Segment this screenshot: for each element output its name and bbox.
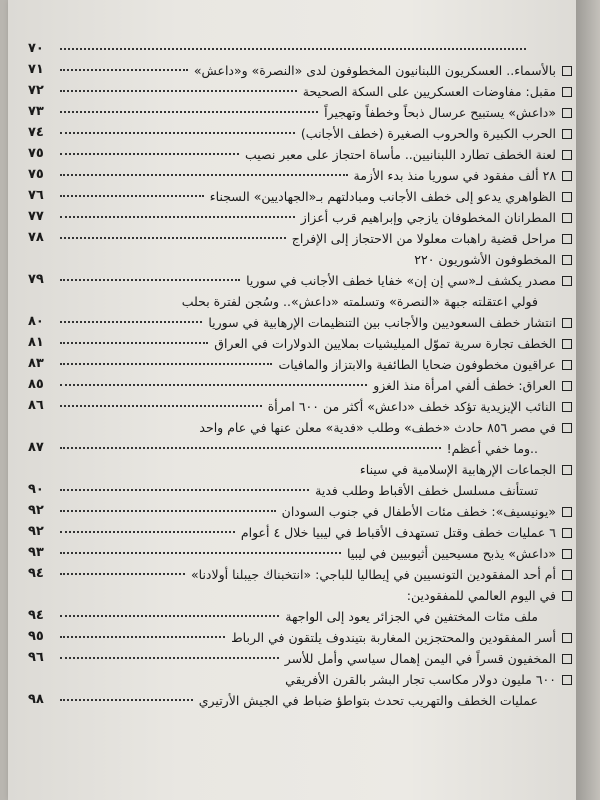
checkbox-icon <box>562 318 572 328</box>
checkbox-icon <box>562 171 572 181</box>
leader-dots <box>60 657 279 659</box>
leader-dots <box>60 195 204 197</box>
checkbox-icon <box>562 570 572 580</box>
toc-entry-title: ٦ عمليات خطف وقتل تستهدف الأقباط في ليبيا خلال ٤ أعوام <box>240 525 556 540</box>
checkbox-icon <box>562 591 572 601</box>
leader-dots <box>60 216 295 218</box>
checkbox-icon <box>562 465 572 475</box>
toc-entry-title: ٢٨ ألف مفقود في سوريا منذ بدء الأزمة <box>353 168 556 183</box>
toc-entry-title: عمليات الخطف والتهريب تحدث بتواطؤ ضباط في الجيش الأرتيري <box>198 693 538 708</box>
leader-dots <box>60 447 441 449</box>
checkbox-icon <box>562 675 572 685</box>
toc-entry <box>24 38 572 59</box>
toc-entry <box>24 542 572 563</box>
leader-dots <box>60 573 185 575</box>
toc-entry <box>24 605 572 626</box>
toc-page-number: ٧٥ <box>28 167 44 182</box>
toc-page-number: ٧٢ <box>28 83 44 98</box>
toc-entry <box>24 500 572 521</box>
checkbox-icon <box>562 654 572 664</box>
toc-entry-title: أم أحد المفقودين التونسيين في إيطاليا للباجي: «انتخبناك جيبلنا أولادنا» <box>190 567 556 582</box>
toc-entry-title: أسر المفقودين والمحتجزين المغاربة بتيندوف يلتقون في الرباط <box>231 630 556 645</box>
toc-page-number: ٩٤ <box>28 608 44 623</box>
toc-page-number: ٨٦ <box>28 398 44 413</box>
checkbox-icon <box>562 507 572 517</box>
checkbox-icon <box>562 549 572 559</box>
checkbox-icon <box>562 66 572 76</box>
checkbox-icon <box>562 276 572 286</box>
toc-entry-title: «داعش» يستبيح عرسال ذبحاً وخطفاً وتهجيراً <box>324 105 556 120</box>
toc-entry <box>24 416 572 437</box>
toc-page-number: ٨٧ <box>28 440 44 455</box>
leader-dots <box>60 405 262 407</box>
toc-entry <box>24 458 572 479</box>
leader-dots <box>60 132 295 134</box>
toc-page-number: ٧٨ <box>28 230 44 245</box>
toc-entry-title: النائب الإيزيدية تؤكد خطف «داعش» أكثر من ٦٠٠ امرأة <box>267 399 556 414</box>
toc-entry <box>24 227 572 248</box>
toc-entry <box>24 563 572 584</box>
book-page <box>8 0 576 800</box>
leader-dots <box>60 321 202 323</box>
leader-dots <box>60 111 318 113</box>
toc-entry <box>24 689 572 710</box>
toc-page-number: ٧٧ <box>28 209 44 224</box>
leader-dots <box>60 69 188 71</box>
toc-entry <box>24 374 572 395</box>
toc-entry-title: عراقيون مخطوفون ضحايا الطائفية والابتزاز والمافيات <box>278 357 556 372</box>
leader-dots <box>60 237 286 239</box>
toc-entry <box>24 122 572 143</box>
toc-entry-title: الخطف تجارة سرية تموّل الميليشيات بملايين الدولارات في العراق <box>214 336 556 351</box>
toc-entry-title: في اليوم العالمي للمفقودين: <box>406 588 556 603</box>
toc-entry-title: ملف مئات المختفين في الجزائر يعود إلى الواجهة <box>285 609 538 624</box>
leader-dots <box>60 48 526 50</box>
toc-entry <box>24 206 572 227</box>
toc-entry <box>24 143 572 164</box>
toc-entry-title: فولي اعتقلته جبهة «النصرة» وتسلمته «داعش».. وسُجن لفترة بحلب <box>181 294 538 309</box>
leader-dots <box>60 615 279 617</box>
toc-entry-title: «يونيسيف»: خطف مئات الأطفال في جنوب السودان <box>281 504 556 519</box>
leader-dots <box>60 510 276 512</box>
toc-entry <box>24 584 572 605</box>
toc-page-number: ٧٤ <box>28 125 44 140</box>
checkbox-icon <box>562 360 572 370</box>
toc-page-number: ٨٣ <box>28 356 44 371</box>
leader-dots <box>60 90 297 92</box>
toc-page-number: ٩٤ <box>28 566 44 581</box>
toc-entry-title: المخطوفون الأشوريون ٢٢٠ <box>414 252 556 267</box>
toc-entry <box>24 59 572 80</box>
checkbox-icon <box>562 87 572 97</box>
checkbox-icon <box>562 255 572 265</box>
page-edge <box>576 0 600 800</box>
toc-page-number: ٨١ <box>28 335 44 350</box>
leader-dots <box>60 489 309 491</box>
toc-entry-title: المطرانان المخطوفان يازجي وإبراهيم قرب أعزاز <box>300 210 556 225</box>
leader-dots <box>60 153 239 155</box>
toc-entry-title: مقبل: مفاوضات العسكريين على السكة الصحيحة <box>302 84 556 99</box>
toc-page-number: ٩٣ <box>28 545 44 560</box>
leader-dots <box>60 636 225 638</box>
toc-entry-title: انتشار خطف السعوديين والأجانب بين التنظيمات الإرهابية في سوريا <box>208 315 556 330</box>
toc-page-number: ٩٠ <box>28 482 44 497</box>
toc-page-number: ٩٨ <box>28 692 44 707</box>
checkbox-icon <box>562 402 572 412</box>
checkbox-icon <box>562 339 572 349</box>
toc-entry <box>24 437 572 458</box>
toc-entry <box>24 80 572 101</box>
toc-entry <box>24 311 572 332</box>
toc-entry-title: في مصر ٨٥٦ حادث «خطف» وطلب «فدية» معلن عنها في عام واحد <box>199 420 556 435</box>
toc-entry-title: المخفيون قسراً في اليمن إهمال سياسي وأمل للأسر <box>284 651 556 666</box>
leader-dots <box>60 279 240 281</box>
toc-entry <box>24 269 572 290</box>
toc-entry-title: الحرب الكبيرة والحروب الصغيرة (خطف الأجانب) <box>300 126 556 141</box>
leader-dots <box>60 342 208 344</box>
toc-entry-title: العراق: خطف ألفي امرأة منذ الغزو <box>373 378 556 393</box>
toc-page-number: ٨٠ <box>28 314 44 329</box>
toc-page-number: ٩٥ <box>28 629 44 644</box>
leader-dots <box>60 552 341 554</box>
toc-entry-title: الجماعات الإرهابية الإسلامية في سيناء <box>359 462 556 477</box>
toc-entry-title: مراحل قضية راهبات معلولا من الاحتجاز إلى الإفراج <box>291 231 556 246</box>
toc-entry <box>24 290 572 311</box>
leader-dots <box>60 174 348 176</box>
toc-page-number: ٨٥ <box>28 377 44 392</box>
toc-entry-title: ..وما خفي أعظم! <box>446 441 538 456</box>
toc-page-number: ٧٩ <box>28 272 44 287</box>
leader-dots <box>60 363 272 365</box>
checkbox-icon <box>562 213 572 223</box>
toc-entry <box>24 248 572 269</box>
toc-entry-title: لعنة الخطف تطارد اللبنانيين.. مأساة احتجاز على معبر نصيب <box>244 147 556 162</box>
toc-entry <box>24 164 572 185</box>
checkbox-icon <box>562 129 572 139</box>
toc-entry <box>24 521 572 542</box>
toc-page-number: ٧٠ <box>28 41 44 56</box>
toc-entry-title: ٦٠٠ مليون دولار مكاسب تجار البشر بالقرن الأفريقي <box>285 672 556 687</box>
toc-entry <box>24 647 572 668</box>
toc-entry-title: الظواهري يدعو إلى خطف الأجانب ومبادلتهم بـ«الجهاديين» السجناء <box>209 189 556 204</box>
leader-dots <box>60 384 367 386</box>
checkbox-icon <box>562 108 572 118</box>
checkbox-icon <box>562 192 572 202</box>
toc-entry-title: تستأنف مسلسل خطف الأقباط وطلب فدية <box>315 483 538 498</box>
toc-entry-title: «داعش» يذبح مسيحيين أثيوبيين في ليبيا <box>347 546 556 561</box>
toc-entry <box>24 626 572 647</box>
toc-entry <box>24 353 572 374</box>
toc-entry <box>24 395 572 416</box>
checkbox-icon <box>562 633 572 643</box>
toc-entry <box>24 668 572 689</box>
leader-dots <box>60 699 193 701</box>
checkbox-icon <box>562 150 572 160</box>
toc-page-number: ٧٣ <box>28 104 44 119</box>
toc-entry <box>24 479 572 500</box>
toc-entry-title: بالأسماء.. العسكريون اللبنانيون المخطوفون لدى «النصرة» و«داعش» <box>193 63 556 78</box>
toc-entry <box>24 101 572 122</box>
toc-page-number: ٩٢ <box>28 524 44 539</box>
checkbox-icon <box>562 528 572 538</box>
toc-page-number: ٧٦ <box>28 188 44 203</box>
toc-page-number: ٩٦ <box>28 650 44 665</box>
toc-entry <box>24 185 572 206</box>
toc-page-number: ٧٥ <box>28 146 44 161</box>
leader-dots <box>60 531 235 533</box>
checkbox-icon <box>562 381 572 391</box>
toc-entry <box>24 332 572 353</box>
table-of-contents <box>24 38 572 710</box>
toc-entry-title: مصدر يكشف لـ«سي إن إن» خفايا خطف الأجانب في سوريا <box>246 273 556 288</box>
toc-page-number: ٧١ <box>28 62 44 77</box>
checkbox-icon <box>562 234 572 244</box>
toc-page-number: ٩٢ <box>28 503 44 518</box>
checkbox-icon <box>562 423 572 433</box>
